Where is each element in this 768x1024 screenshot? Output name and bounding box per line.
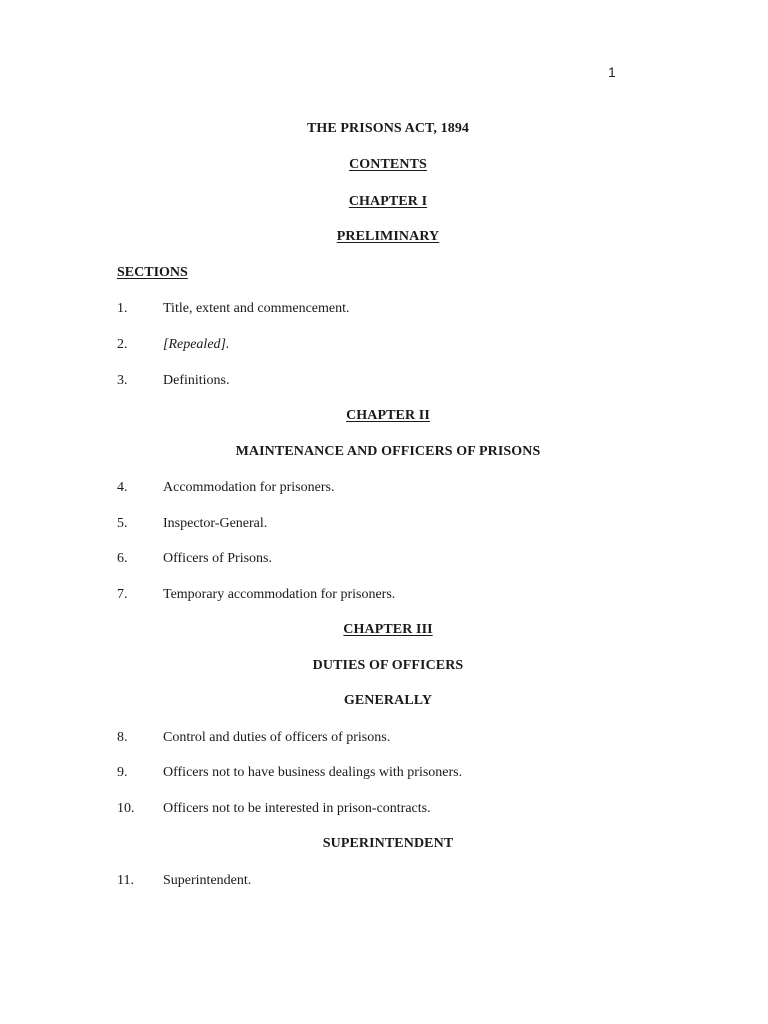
section-title: Temporary accommodation for prisoners. <box>163 587 396 602</box>
chapter-1-label: CHAPTER I <box>348 194 428 209</box>
section-title: Control and duties of officers of prisons. <box>163 730 391 745</box>
section-title: [Repealed]. <box>163 337 230 352</box>
page-number: 1 <box>608 64 616 80</box>
contents-heading: CONTENTS <box>349 157 427 172</box>
section-number: 8. <box>117 730 128 745</box>
chapter-3-label: CHAPTER III <box>343 622 433 637</box>
document-title: THE PRISONS ACT, 1894 <box>306 121 470 136</box>
chapter-2-label: CHAPTER II <box>346 408 430 423</box>
superintendent-heading: SUPERINTENDENT <box>322 836 454 851</box>
section-title: Title, extent and commencement. <box>163 301 350 316</box>
section-number: 1. <box>117 301 128 316</box>
section-entry <box>117 301 350 317</box>
section-number: 5. <box>117 516 128 531</box>
section-entry <box>117 587 395 603</box>
chapter-2-heading: MAINTENANCE AND OFFICERS OF PRISONS <box>235 444 541 459</box>
section-title: Definitions. <box>163 373 230 388</box>
section-entry <box>117 801 431 817</box>
sections-label: SECTIONS <box>117 265 188 280</box>
section-title: Inspector-General. <box>163 516 268 531</box>
section-number: 9. <box>117 765 128 780</box>
section-number: 6. <box>117 551 128 566</box>
section-number: 3. <box>117 373 128 388</box>
section-entry <box>117 480 334 496</box>
section-entry <box>117 373 230 389</box>
section-title: Accommodation for prisoners. <box>163 480 335 495</box>
section-entry <box>117 551 272 567</box>
section-entry <box>117 873 251 889</box>
section-entry <box>117 730 390 746</box>
section-number: 7. <box>117 587 128 602</box>
section-entry <box>117 765 462 781</box>
chapter-1-heading: PRELIMINARY <box>336 229 440 244</box>
section-number: 2. <box>117 337 128 352</box>
section-number: 10. <box>117 801 135 816</box>
section-number: 4. <box>117 480 128 495</box>
chapter-3-heading-line-1: DUTIES OF OFFICERS <box>312 658 464 673</box>
section-title: Officers not to have business dealings with prisoners. <box>163 765 463 780</box>
section-title: Superintendent. <box>163 873 252 888</box>
section-entry <box>117 516 267 532</box>
section-number: 11. <box>117 873 134 888</box>
section-entry <box>117 337 229 353</box>
section-title: Officers not to be interested in prison-contracts. <box>163 801 431 816</box>
section-title: Officers of Prisons. <box>163 551 273 566</box>
chapter-3-heading-line-2: GENERALLY <box>343 693 433 708</box>
